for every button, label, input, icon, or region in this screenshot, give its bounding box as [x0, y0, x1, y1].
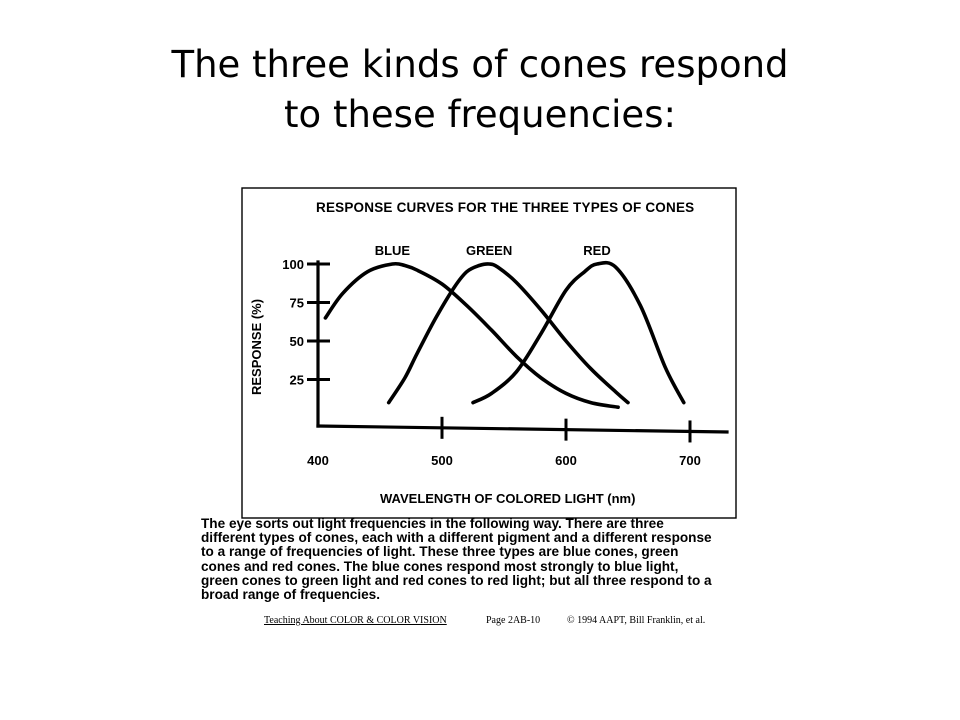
source-footer — [264, 615, 764, 631]
x-tick-label: 700 — [679, 453, 701, 468]
footer-copyright: © 1994 AAPT, Bill Franklin, et al. — [567, 615, 706, 626]
red-curve-label: RED — [583, 243, 611, 258]
chart-title: RESPONSE CURVES FOR THE THREE TYPES OF CONES — [316, 200, 695, 215]
caption-line: cones and red cones. The blue cones respond most strongly to blue light, — [201, 558, 679, 574]
footer-page: Page 2AB-10 — [486, 615, 541, 626]
caption-line: The eye sorts out light frequencies in the following way. There are three — [201, 516, 664, 531]
y-tick-label: 25 — [289, 372, 304, 388]
slide-title-line-2: to these frequencies: — [284, 93, 676, 136]
blue-curve-label: BLUE — [374, 243, 411, 258]
y-axis-label: RESPONSE (%) — [249, 298, 264, 395]
x-tick-label: 400 — [307, 453, 329, 468]
caption-line: broad range of frequencies. — [201, 587, 381, 603]
y-tick-label: 75 — [289, 295, 304, 311]
caption-line: to a range of frequencies of light. These three types are blue cones, green — [201, 544, 679, 560]
caption-line: green cones to green light and red cones to red light; but all three respond to a — [201, 572, 712, 588]
y-tick-label: 100 — [282, 257, 304, 272]
x-tick-label: 600 — [555, 453, 577, 468]
y-tick-label: 50 — [289, 334, 304, 349]
x-tick-label: 500 — [431, 453, 453, 468]
x-axis-label: WAVELENGTH OF COLORED LIGHT (nm) — [380, 491, 636, 506]
footer-source: Teaching About COLOR & COLOR VISION — [264, 615, 447, 626]
green-curve-label: GREEN — [466, 243, 513, 258]
figure-frame — [242, 188, 736, 518]
caption-line: different types of cones, each with a different pigment and a different response — [201, 530, 712, 546]
slide-title-line-1: The three kinds of cones respond — [171, 43, 789, 86]
figure-caption — [201, 517, 791, 602]
